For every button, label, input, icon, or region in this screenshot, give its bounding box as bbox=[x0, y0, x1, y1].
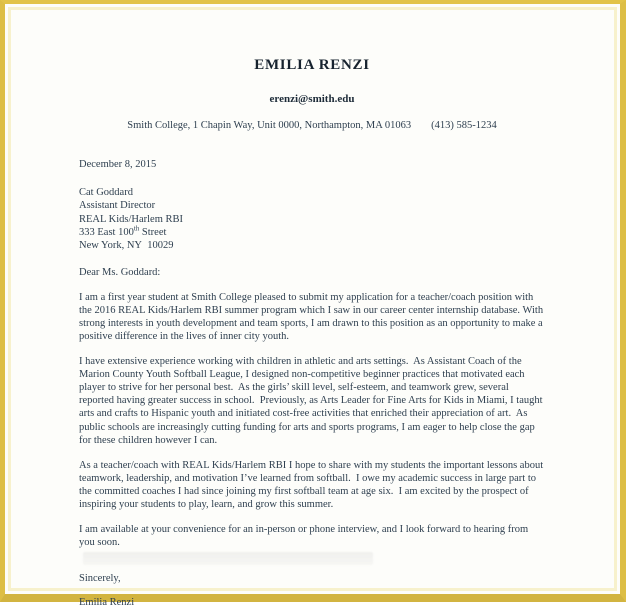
sender-phone: (413) 585-1234 bbox=[431, 120, 497, 132]
recipient-street: 333 East 100th Street bbox=[79, 224, 167, 238]
sender-contact-line bbox=[79, 119, 545, 132]
sender-address: Smith College, 1 Chapin Way, Unit 0000, Northampton, MA 01063 bbox=[127, 120, 412, 132]
ordinal-superscript: th bbox=[133, 224, 140, 233]
letter-date: December 8, 2015 bbox=[79, 159, 157, 171]
recipient-name: Cat Goddard bbox=[79, 187, 133, 199]
letterhead bbox=[79, 56, 545, 132]
paragraph-availability: I am available at your convenience for an in-person or phone interview, and I look forward to hearing from you soon. bbox=[79, 523, 529, 548]
recipient-address-block bbox=[79, 186, 545, 252]
sender-email: erenzi@smith.edu bbox=[269, 92, 355, 105]
recipient-city-line: New York, NY 10029 bbox=[79, 240, 174, 252]
paragraph-experience: I have extensive experience working with children in athletic and arts settings. As Assistant Coach of the Marion County Youth Softball League, I designed non-competitive beginner practices that motivated each player to strive for her personal best. As the girls’ skill level, self-esteem, and teamwork grew, several reported having greater success in school. Previously, as Arts Leader for Fine Arts for Kids in Miami, I taught arts and crafts to Hispanic youth and initiated cost-free activities that enriched their appreciation of art. As public schools are increasingly cutting funding for arts and sports programs, I am eager to help close the gap for these children however I can. bbox=[79, 356, 543, 446]
signature-name: Emilia Renzi bbox=[79, 596, 135, 608]
cover-letter-document bbox=[5, 4, 620, 608]
paragraph-goals: As a teacher/coach with REAL Kids/Harlem RBI I hope to share with my students the important lessons about teamwork, leadership, and motivation I’ve learned from softball. I owe my academic success in large part to the committed coaches I had since joining my first softball team at age six. I am excited by the prospect of inspiring your students to play, learn, and grow this summer. bbox=[79, 459, 544, 510]
recipient-organization: REAL Kids/Harlem RBI bbox=[79, 213, 184, 225]
recipient-title: Assistant Director bbox=[79, 200, 156, 212]
paragraph-introduction: I am a first year student at Smith College pleased to submit my application for a teacher/coach position with the 2016 REAL Kids/Harlem RBI summer program which I saw in our career center internship database. With strong interests in youth development and team sports, I am drawn to this position as an opportunity to make a positive difference in the lives of inner city youth. bbox=[79, 292, 544, 343]
closing: Sincerely, bbox=[79, 572, 121, 584]
sender-name: EMILIA RENZI bbox=[254, 57, 370, 73]
faint-watermark bbox=[83, 552, 373, 565]
salutation: Dear Ms. Goddard: bbox=[79, 267, 161, 279]
